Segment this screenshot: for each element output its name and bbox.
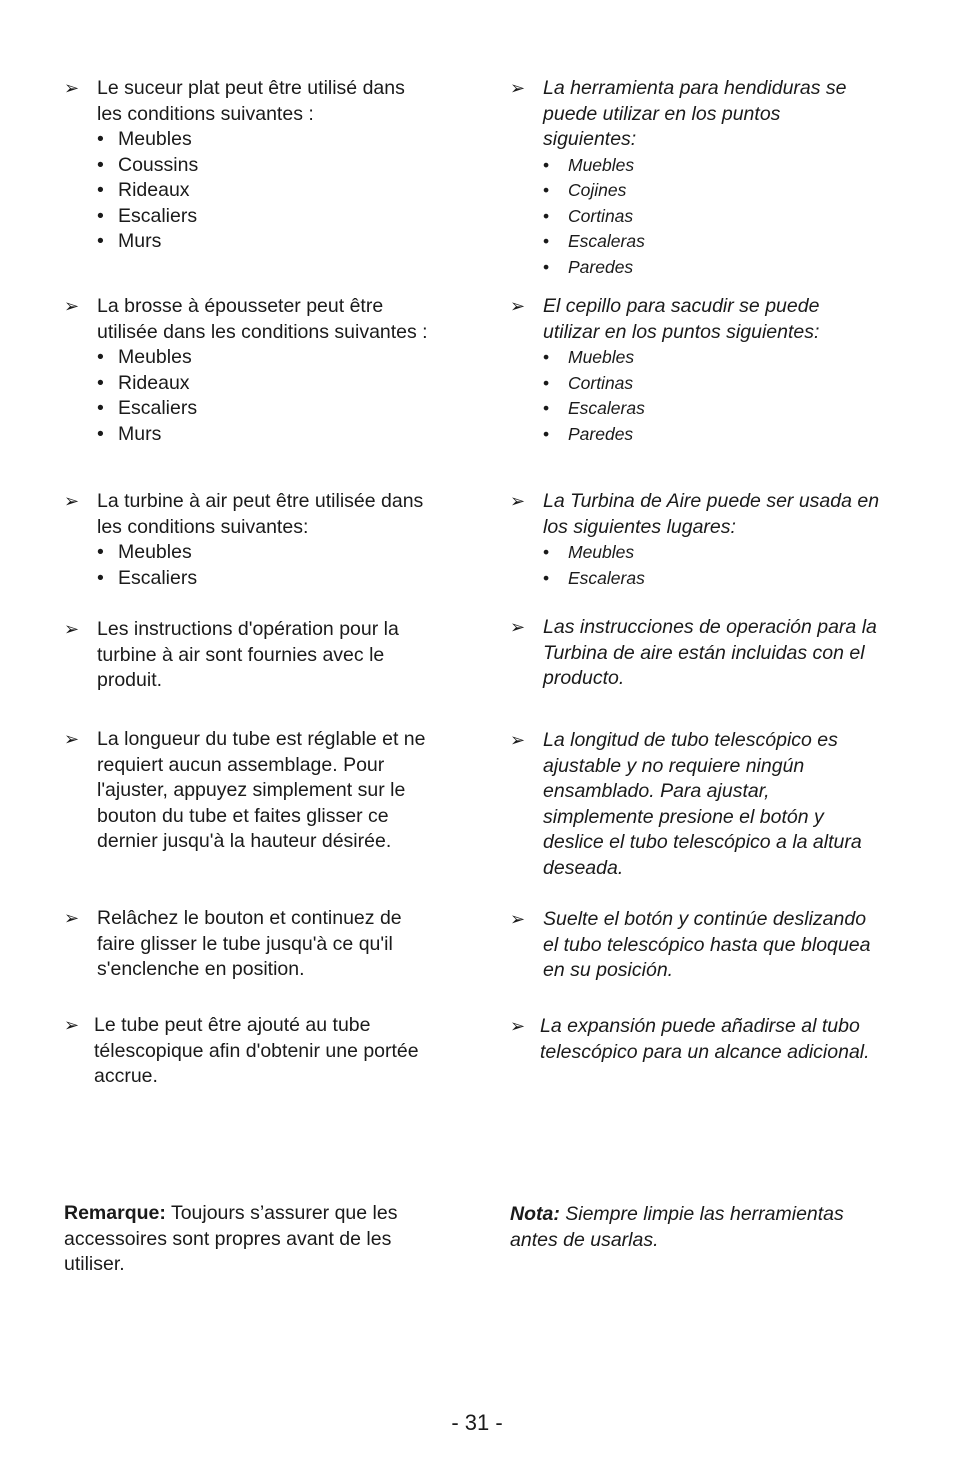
es-item-list bbox=[510, 153, 910, 281]
arrow-bullet-icon: ➢ bbox=[510, 1016, 526, 1036]
arrow-bullet-icon: ➢ bbox=[510, 730, 526, 750]
es-note bbox=[510, 1202, 890, 1253]
list-item: • Escaliers bbox=[97, 566, 198, 589]
es-section-dusting-brush bbox=[510, 294, 910, 447]
list-item: • Meubles bbox=[543, 542, 635, 562]
fr-note bbox=[64, 1201, 444, 1278]
es-item-list bbox=[510, 540, 910, 591]
arrow-bullet-icon: ➢ bbox=[64, 491, 80, 511]
list-item: • Meubles bbox=[97, 128, 192, 150]
fr-section-release-button bbox=[64, 906, 464, 983]
arrow-bullet-icon: ➢ bbox=[64, 78, 80, 98]
arrow-bullet-icon: ➢ bbox=[510, 296, 526, 316]
arrow-bullet-icon: ➢ bbox=[510, 909, 526, 929]
arrow-bullet-icon: ➢ bbox=[64, 619, 80, 639]
es-section-text: La herramienta para hendiduras se puede utilizar en los puntos siguientes: bbox=[543, 77, 847, 150]
fr-item-list bbox=[64, 127, 464, 255]
es-section-release-button bbox=[510, 907, 910, 984]
fr-section-text: Relâchez le bouton et continuez de faire glisser le tube jusqu'à ce qu'il s'enclenche en position. bbox=[97, 907, 402, 980]
list-item: • Meubles bbox=[97, 346, 192, 368]
fr-section-turbine-instructions bbox=[64, 617, 464, 694]
arrow-bullet-icon: ➢ bbox=[64, 296, 80, 316]
arrow-bullet-icon: ➢ bbox=[64, 1015, 80, 1035]
es-section-turbine-instructions bbox=[510, 615, 910, 692]
list-item: • Muebles bbox=[543, 347, 635, 367]
es-note-label: Nota: bbox=[510, 1203, 560, 1225]
list-item: • Meubles bbox=[97, 541, 192, 563]
fr-section-text: La brosse à épousseter peut être utilisée dans les conditions suivantes : bbox=[97, 295, 428, 343]
es-section-crevice-tool bbox=[510, 76, 910, 280]
fr-section-text: Les instructions d'opération pour la turbine à air sont fournies avec le produit. bbox=[97, 618, 399, 691]
list-item: • Escaleras bbox=[543, 567, 645, 588]
fr-note-text: Toujours s’assurer que les accessoires sont propres avant de les utiliser. bbox=[64, 1202, 398, 1275]
page-number: - 31 - bbox=[451, 1410, 503, 1435]
es-section-text: La expansión puede añadirse al tubo telescópico para un alcance adicional. bbox=[540, 1015, 870, 1063]
fr-section-text: La turbine à air peut être utilisée dans les conditions suivantes: bbox=[97, 490, 424, 538]
list-item: • Coussins bbox=[97, 153, 199, 176]
list-item: • Muebles bbox=[543, 154, 635, 175]
fr-section-dusting-brush bbox=[64, 294, 464, 447]
fr-item-list bbox=[64, 540, 464, 591]
list-item: • Cojines bbox=[543, 180, 627, 200]
es-section-text: Las instrucciones de operación para la Turbina de aire están incluidas con el producto. bbox=[543, 616, 877, 689]
es-note-text: Siempre limpie las herramientas antes de usarlas. bbox=[510, 1203, 844, 1251]
list-item: • Escaliers bbox=[97, 397, 198, 419]
list-item: • Escaleras bbox=[543, 398, 645, 418]
list-item: • Rideaux bbox=[97, 179, 190, 201]
es-section-air-turbine bbox=[510, 489, 910, 591]
es-section-tube-extension bbox=[510, 1014, 910, 1065]
list-item: • Paredes bbox=[543, 256, 634, 277]
fr-section-tube-extension bbox=[64, 1013, 464, 1090]
es-section-text: La longitud de tubo telescópico es ajustable y no requiere ningún ensamblado. Para ajustar, simplemente presione el botón y deslice el tubo telescópico a la altura deseada. bbox=[543, 729, 862, 879]
arrow-bullet-icon: ➢ bbox=[64, 908, 80, 928]
list-item: • Rideaux bbox=[97, 371, 190, 394]
fr-item-list bbox=[64, 345, 464, 447]
list-item: • Escaliers bbox=[97, 204, 198, 227]
fr-section-tube-length bbox=[64, 727, 464, 855]
es-section-tube-length bbox=[510, 728, 910, 881]
arrow-bullet-icon: ➢ bbox=[64, 729, 80, 749]
list-item: • Murs bbox=[97, 230, 162, 252]
fr-note-label: Remarque: bbox=[64, 1202, 166, 1224]
list-item: • Escaleras bbox=[543, 231, 645, 251]
es-item-list bbox=[510, 345, 910, 447]
list-item: • Cortinas bbox=[543, 205, 634, 226]
list-item: • Paredes bbox=[543, 423, 634, 444]
list-item: • Cortinas bbox=[543, 372, 634, 393]
arrow-bullet-icon: ➢ bbox=[510, 78, 526, 98]
list-item: • Murs bbox=[97, 422, 162, 445]
arrow-bullet-icon: ➢ bbox=[510, 617, 526, 637]
es-section-text: El cepillo para sacudir se puede utilizar en los puntos siguientes: bbox=[543, 295, 820, 343]
es-section-text: La Turbina de Aire puede ser usada en los siguientes lugares: bbox=[543, 490, 880, 538]
es-section-text: Suelte el botón y continúe deslizando el tubo telescópico hasta que bloquea en su posición. bbox=[543, 908, 871, 981]
fr-section-text: Le tube peut être ajouté au tube télescopique afin d'obtenir une portée accrue. bbox=[94, 1014, 419, 1087]
fr-section-text: Le suceur plat peut être utilisé dans les conditions suivantes : bbox=[97, 77, 405, 125]
fr-section-flat-nozzle bbox=[64, 76, 464, 255]
arrow-bullet-icon: ➢ bbox=[510, 491, 526, 511]
fr-section-text: La longueur du tube est réglable et ne requiert aucun assemblage. Pour l'ajuster, appuyez simplement sur le bouton du tube et faites glisser ce dernier jusqu'à la hauteur désirée. bbox=[97, 728, 426, 852]
fr-section-air-turbine bbox=[64, 489, 464, 591]
